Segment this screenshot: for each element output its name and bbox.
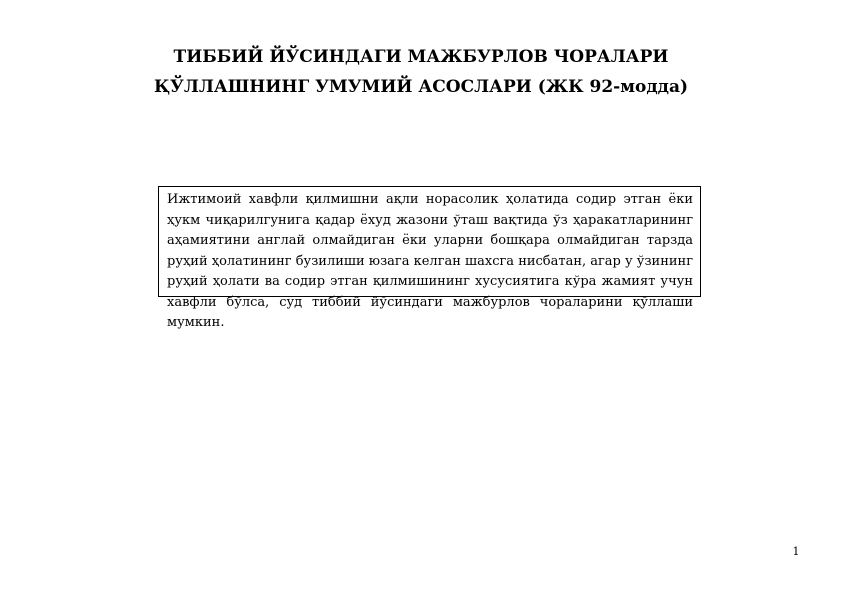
document-title: [0, 42, 842, 102]
page-number: 1: [792, 545, 800, 558]
title-line-2: ҚЎЛЛАШНИНГ УМУМИЙ АСОСЛАРИ (ЖК 92-модда): [153, 77, 689, 97]
body-text: Ижтимоий хавфли қилмишни ақли норасолик ҳолатида содир этган ёки ҳукм чиқарилгунига қадар ёхуд жазони ўташ вақтида ўз ҳаракатларининг аҳамиятини англай олмайдиган ёки уларни бошқара олмайдиган тарзда руҳий ҳолатининг бузилиши юзага келган шахсга нисбатан, агар у ўзининг руҳий ҳолати ва содир этган қилмишининг хусусиятига кўра жамият учун хавфли бўлса, суд тиббий йўсиндаги мажбурлов чораларини қўллаши мумкин.: [167, 192, 694, 330]
title-line-1: ТИББИЙ ЙЎСИНДАГИ МАЖБУРЛОВ ЧОРАЛАРИ: [173, 47, 669, 67]
body-text-box: [158, 186, 701, 330]
